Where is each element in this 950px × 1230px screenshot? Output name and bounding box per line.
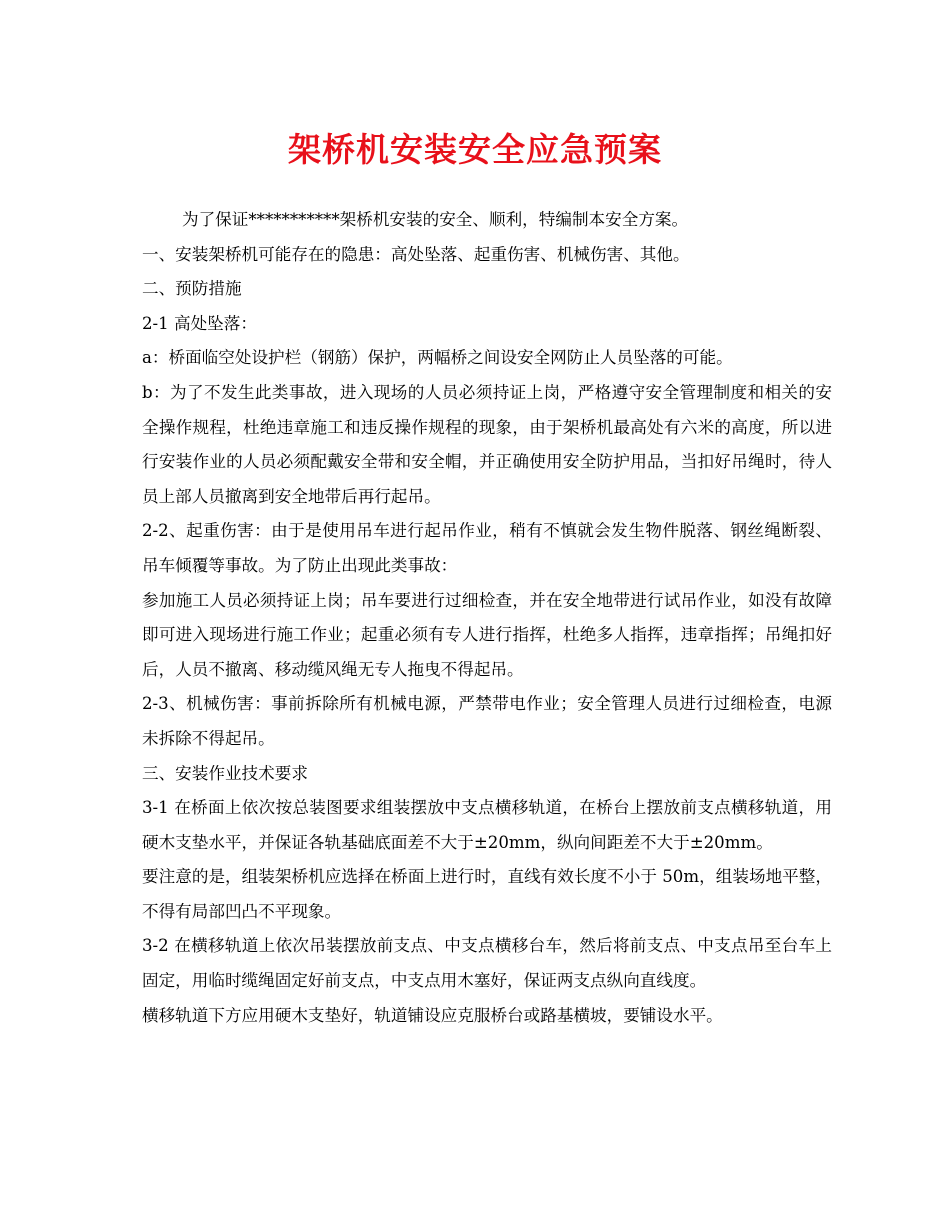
paragraph-lifting-measures: 参加施工人员必须持证上岗；吊车要进行过细检查，并在安全地带进行试吊作业，如没有故障即可进入现场进行施工作业；起重必须有专人进行指挥，杜绝多人指挥，违章指挥；吊绳扣好后，人员不撤离、移动缆风绳无专人拖曳不得起吊。 [142,590,832,679]
paragraph-3-2: 3-2 在横移轨道上依次吊装摆放前支点、中支点横移台车，然后将前支点、中支点吊至台车上固定，用临时缆绳固定好前支点，中支点用木塞好，保证两支点纵向直线度。 [142,936,832,991]
section-heading-prevention: 二、预防措施 [142,279,242,299]
document-body [142,203,832,1033]
paragraph-3-1: 3-1 在桥面上依次按总装图要求组装摆放中支点横移轨道，在桥台上摆放前支点横移轨道，用硬木支垫水平，并保证各轨基础底面差不大于±20mm，纵向间距差不大于±20mm。 [142,798,832,852]
subheading-falls: 2-1 高处坠落： [142,313,257,333]
paragraph-3-1-note: 要注意的是，组装架桥机应选择在桥面上进行时，直线有效长度不小于 50m，组装场地平整，不得有局部凹凸不平现象。 [142,867,832,921]
paragraph-hazards: 一、安装架桥机可能存在的隐患：高处坠落、起重伤害、机械伤害、其他。 [142,244,690,264]
paragraph-falls-b: b：为了不发生此类事故，进入现场的人员必须持证上岗，严格遵守安全管理制度和相关的安全操作规程，杜绝违章施工和违反操作规程的现象，由于架桥机最高处有六米的高度，所以进行安装作业的人员必须配戴安全带和安全帽，并正确使用安全防护用品，当扣好吊绳时，待人员上部人员撤离到安全地带后再行起吊。 [142,382,832,506]
paragraph-mechanical-injury: 2-3、机械伤害：事前拆除所有机械电源，严禁带电作业；安全管理人员进行过细检查，电源未拆除不得起吊。 [142,694,832,748]
paragraph-intro: 为了保证***********架桥机安装的安全、顺利，特编制本安全方案。 [182,210,689,229]
document-title: 架桥机安装安全应急预案 [288,130,662,169]
section-heading-technical: 三、安装作业技术要求 [142,763,308,783]
paragraph-falls-a: a：桥面临空处设护栏（钢筋）保护，两幅桥之间设安全网防止人员坠落的可能。 [142,348,733,368]
paragraph-3-2-note: 横移轨道下方应用硬木支垫好，轨道铺设应克服桥台或路基横坡，要铺设水平。 [142,1005,723,1025]
paragraph-lifting-injury: 2-2、起重伤害：由于是使用吊车进行起吊作业，稍有不慎就会发生物件脱落、钢丝绳断裂、吊车倾覆等事故。为了防止出现此类事故： [142,521,832,575]
